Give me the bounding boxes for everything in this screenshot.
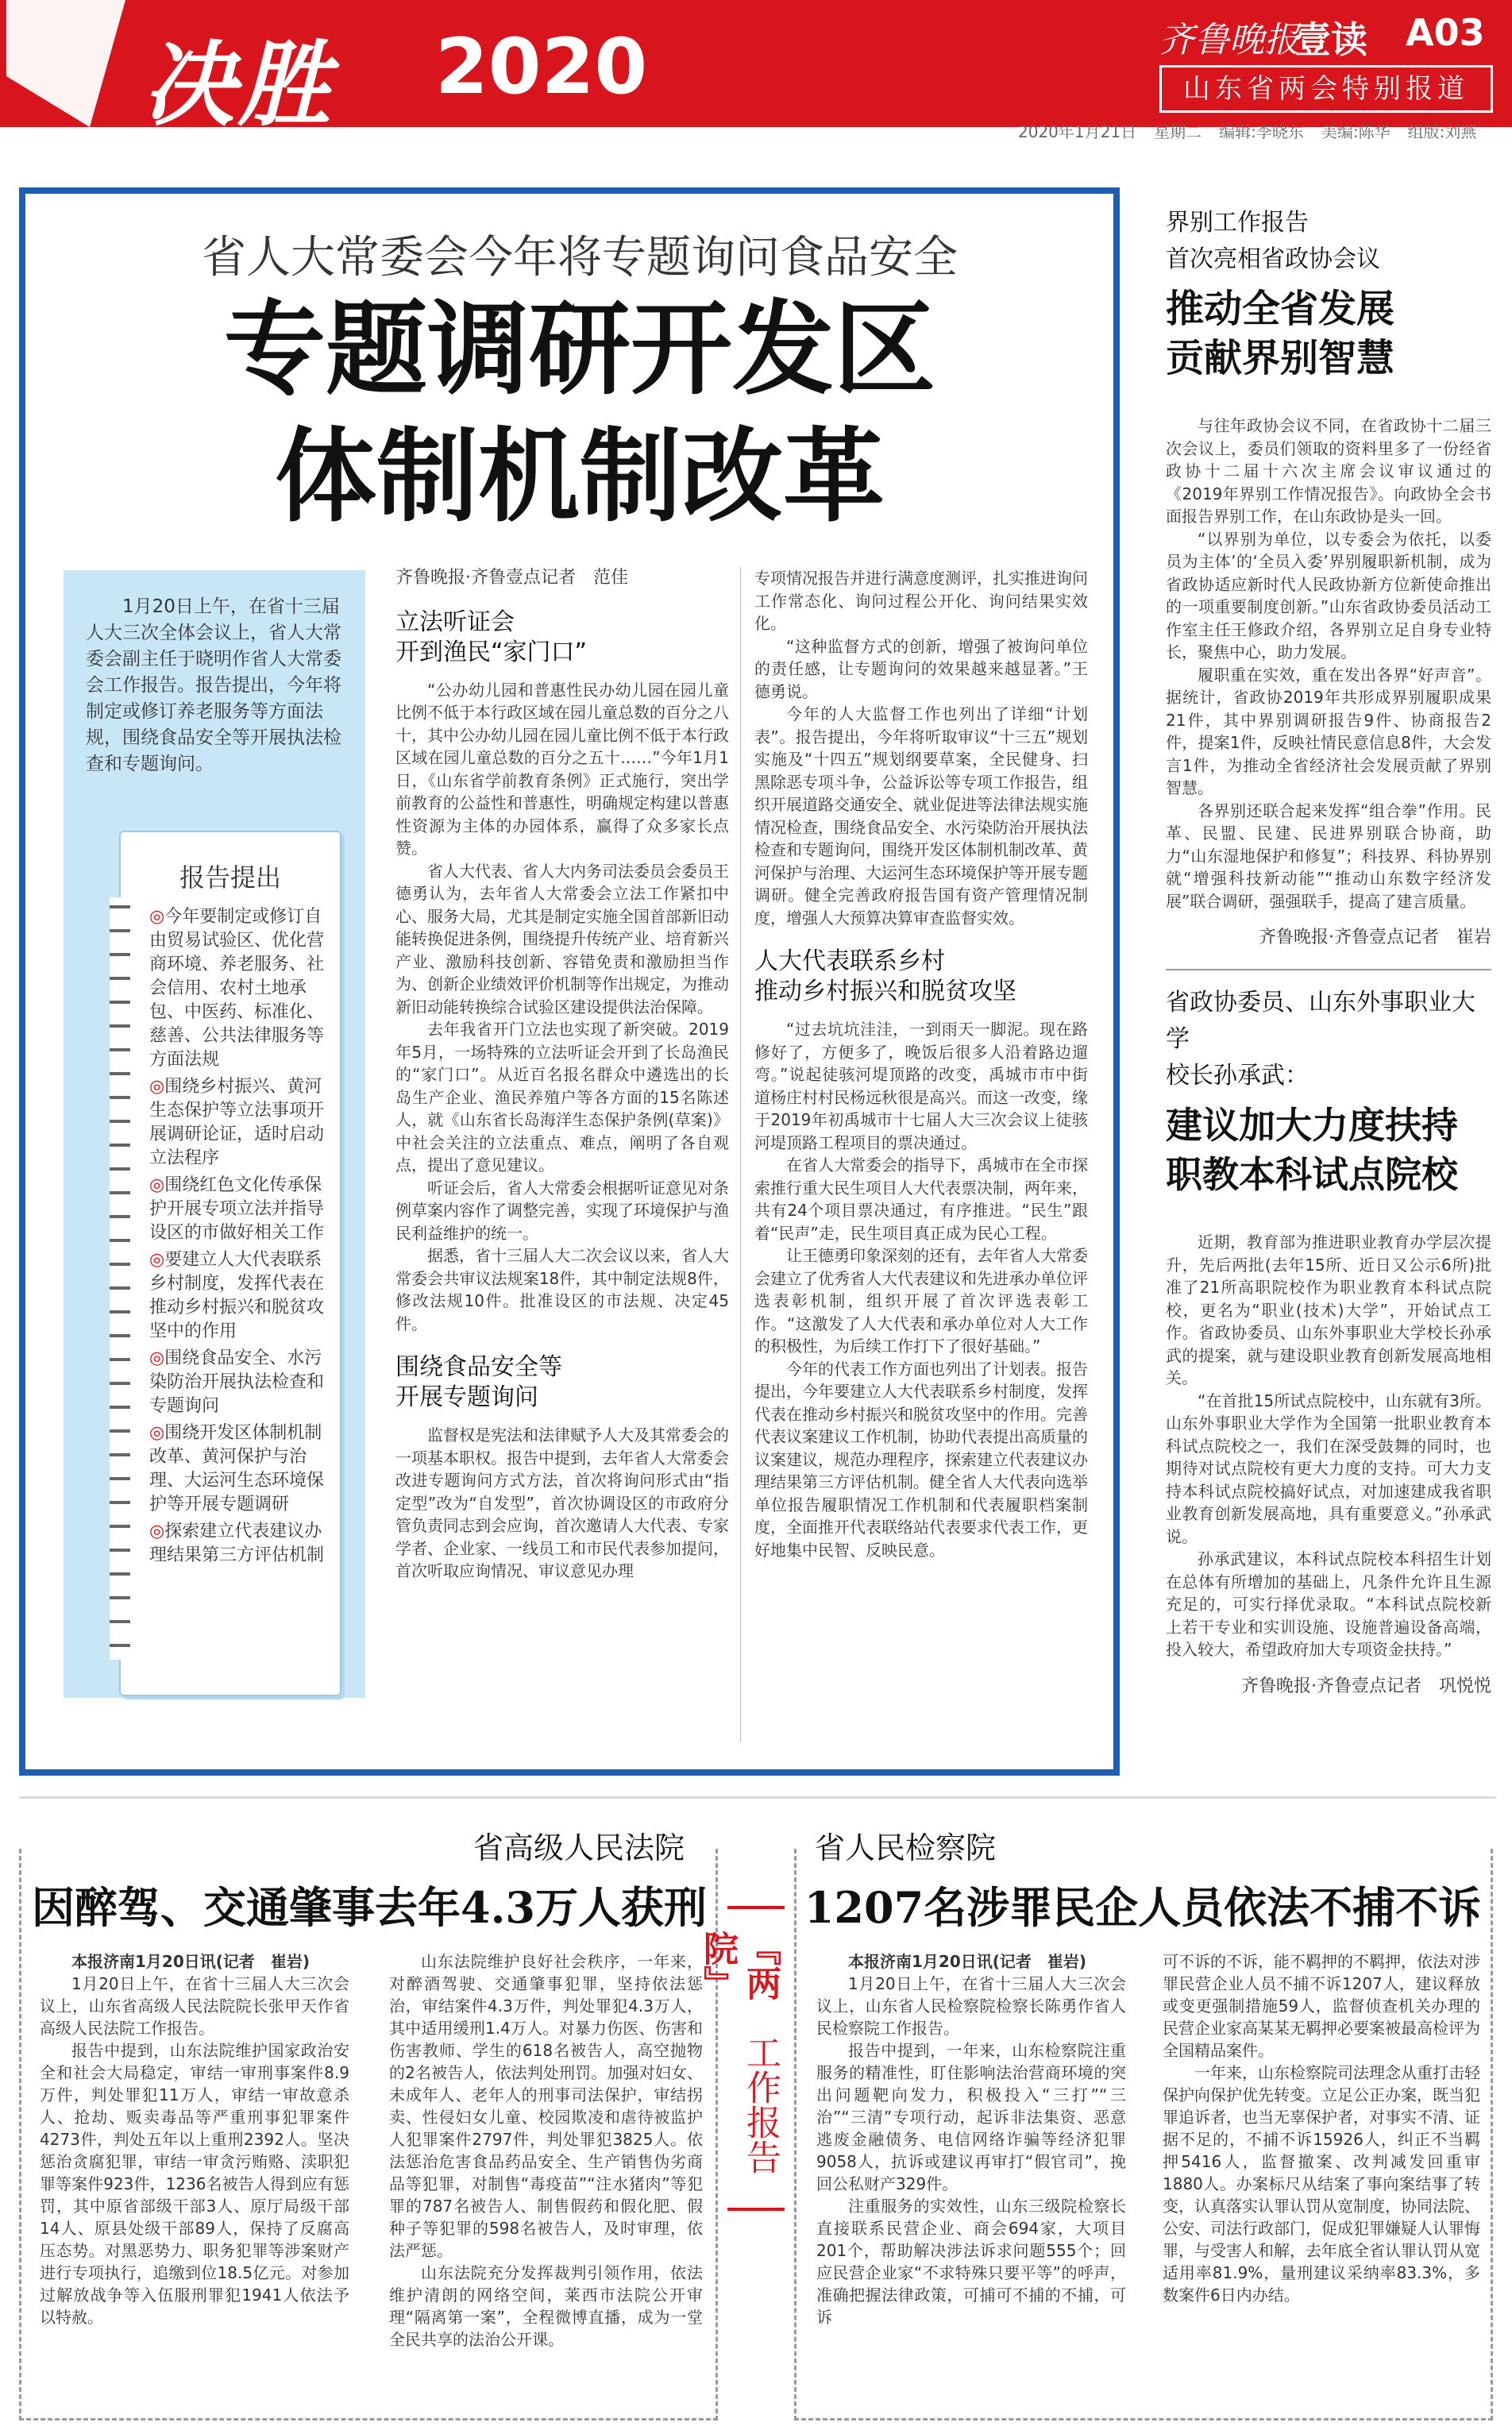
newspaper-brand: 齐鲁晚报	[1159, 20, 1299, 60]
badge-work-report: 工作报告	[740, 2035, 781, 2174]
list-item: ◎ 要建立人大代表联系乡村制度，发挥代表在推动乡村振兴和脱贫攻坚中的作用	[149, 1248, 328, 1344]
paragraph: 让王德勇印象深刻的还有，去年省人大常委会建立了优秀省人大代表建议和先进承办单位评选表彰机制，组织开展了首次评选表彰工作。“这激发了人大代表和承办单位对人大工作的积极性，为后续工作打下了很好基础。”	[754, 1246, 1088, 1356]
issue-weekday: 星期二	[1154, 122, 1202, 141]
paragraph: “在首批15所试点院校中，山东就有3所。山东外事职业大学作为全国第一批职业教育本科试点院校之一，我们在深受鼓舞的同时，也期待对试点院校有更大力度的支持。可大力支持本科试点院校搞好试点，对加速建成我省职业教育创新发展高地，具有重要意义。”孙承武说。	[1166, 1391, 1491, 1546]
subhead-village-link: 人大代表联系乡村 推动乡村振兴和脱贫攻坚	[754, 947, 1016, 1005]
issue-date: 2020年1月21日	[1018, 122, 1137, 141]
notepad-rings	[110, 897, 130, 1660]
procuratorate-section-tag: 省人民检察院	[802, 1823, 1009, 1867]
badge-rule-top	[727, 1906, 785, 1909]
headline-line-1: 专题调研开发区	[223, 290, 935, 409]
sidebar-headline: 建议加大力度扶持 职教本科试点院校	[1166, 1104, 1458, 1196]
paragraph: 听证会后，省人大常委会根据听证意见对条例草案内容作了调整完善，实现了环境保护与渔民利益维护的统一。	[395, 1178, 729, 1243]
paragraph: 专项情况报告并进行满意度测评，扎实推进询问工作常态化、询问过程公开化、询问结果实效化。	[754, 569, 1088, 633]
paragraph: 孙承武建议，本科试点院校本科招生计划在总体有所增加的基础上，凡条件允许且生源充足的，可实行择优录取。“本科试点院校新上若干专业和实训设施、设施普遍设备高端，投入较大，希望政府加大专项资金扶持。”	[1166, 1549, 1491, 1659]
paragraph: 履职重在实效，重在发出各界“好声音”。据统计，省政协2019年共形成界别履职成果21件，其中界别调研报告9件、协商报告2件，提案1件，反映社情民意信息8件，大会发言1件，为推动全省经济社会发展贡献了界别智慧。	[1166, 665, 1491, 797]
sidebar-kicker: 界别工作报告	[1166, 209, 1309, 237]
court-section-tag: 省高级人民法院	[461, 1823, 697, 1867]
edition-label: 壹读	[1294, 18, 1367, 61]
list-item: ◎ 围绕食品安全、水污染防治开展执法检查和专题询问	[149, 1347, 328, 1418]
paragraph: “公办幼儿园和普惠性民办幼儿园在园儿童比例不低于本行政区域在园儿童总数的百分之八十，其中公办幼儿园在园儿童比例不低于本行政区域在园儿童总数的百分之五十……”今年1月1日，《山东省学前教育条例》正式施行，突出学前教育的公益性和普惠性，明确规定构建以普惠性资源为主体的办园体系，赢得了众多家长点赞。	[395, 680, 729, 858]
paragraph: 今年的代表工作方面也列出了计划表。报告提出，今年要建立人大代表联系乡村制度，发挥代表在推动乡村振兴和脱贫攻坚中的作用。完善代表议案建议工作机制，协助代表提出高质量的议案建议，规范办理程序，探索建立代表建议办理结果第三方评估机制。健全省人大代表向选举单位报告履职情况工作机制和代表履职档案制度，全面推开代表联络站代表要求代表工作，更好地集中民智、反映民意。	[754, 1359, 1088, 1560]
paragraph: 去年我省开门立法也实现了新突破。2019年5月，一场特殊的立法听证会开到了长岛渔民的“家门口”。从近百名报名群众中遴选出的长岛生产企业、渔民养殖户等各方面的15名陈述人，就《山东省长岛海洋生态保护条例(草案)》中社会关注的立法重点、难点，阐明了各自观点，提出了意见建议。	[395, 1020, 729, 1175]
paragraph: 与往年政协会议不同，在省政协十二届三次会议上，委员们领取的资料里多了一份经省政协十二届十六次主席会议审议通过的《2019年界别工作情况报告》。向政协全会书面报告界别工作，在山东政协是头一回。	[1166, 416, 1491, 526]
sidebar-column	[1166, 205, 1491, 1718]
badge-two-courts: 『两院』	[697, 1931, 781, 2000]
paragraph: 注重服务的实效性，山东三级院检察长直接联系民营企业、商会694家，大项目201个，帮助解决涉法诉求问题555个；回应民营企业家“不求特殊只要平等”的呼声，准确把握法律政策，可捕可不捕的不捕，可诉	[816, 2197, 1126, 2327]
subhead-food-safety: 围绕食品安全等 开展专题询问	[395, 1353, 562, 1411]
article-column-1	[395, 567, 729, 1583]
court-dateline: 本报济南1月20日讯(记者 崔岩)	[71, 1952, 310, 1971]
sidebar-kicker: 首次亮相省政协会议	[1166, 245, 1380, 273]
paragraph: 报告中提到，山东法院维护国家政治安全和社会大局稳定，审结一审刑事案件8.9万件，判处罪犯11万人，审结一审故意杀人、抢劫、贩卖毒品等严重刑事犯罪案件4273件，判处五年以上重刑2392人。坚决惩治贪腐犯罪，审结一审贪污贿赂、渎职犯罪等案件923件，1236名被告人得到应有惩罚，其中原省部级干部3人、原厅局级干部14人、原县处级干部89人，保持了反腐高压态势。对黑恶势力、职务犯罪等涉案财产进行专项执行，追缴到位18.5亿元。对参加过解放战争等入伍服刑罪犯1941人依法予以特赦。	[40, 2041, 349, 2327]
paragraph: 监督权是宪法和法律赋予人大及其常委会的一项基本职权。报告中提到，去年省人大常委会改进专题询问方式方法，首次将询问形式由“指定型”改为“自发型”，首次协调设区的市政府分管负责同志到会应询，首次邀请人大代表、专家学者、企业家、一线员工和市民代表参加提问，首次听取应询情况、审议意见办理	[395, 1425, 729, 1580]
special-report-banner: 山东省两会特别报道	[1159, 65, 1493, 113]
court-column-2	[389, 1950, 703, 2351]
list-item: ◎ 探索建立代表建议办理结果第三方评估机制	[149, 1520, 328, 1568]
sidebar-kicker: 省政协委员、山东外事职业大学	[1166, 989, 1475, 1053]
procuratorate-column-1	[816, 1950, 1126, 2328]
sidebar-kicker: 校长孙承武：	[1166, 1062, 1309, 1090]
article-headline	[64, 286, 1096, 540]
paragraph: 山东法院维护良好社会秩序，一年来，对醉酒驾驶、交通肇事犯罪，坚持依法惩治，审结案件4.3万件，判处罪犯4.3万人，其中适用缓刑1.4万人。对暴力伤医、伤害和伤害教师、学生的618名被告人，高空抛物的2名被告人，依法判处刑罚。加强对妇女、未成年人、老年人的刑事司法保护，审结拐卖、性侵妇女儿童、校园欺凌和虐待被监护人犯罪案件2797件，判处罪犯3825人。依法惩治危害食品药品安全、生产销售伪劣商品等犯罪，对制售“毒疫苗”“注水猪肉”等犯罪的787名被告人、制售假药和假化肥、假种子等犯罪的598名被告人，及时审理，依法严惩。	[389, 1952, 703, 2260]
list-item: ◎ 今年要制定或修订自由贸易试验区、优化营商环境、养老服务、社会信用、农村土地承包、中医药、标准化、慈善、公共法律服务等方面法规	[149, 905, 328, 1072]
page-number: A03	[1406, 11, 1485, 54]
paragraph: 一年来，山东检察院司法理念从重打击轻保护向保护优先转变。立足公正办案，既当犯罪追诉者，也当无辜保护者，对事实不清、证据不足的，不捕不诉15926人，纠正不当羁押5416人，监督撤案、改判减发回重审1880人。办案标尺从结案了事向案结事了转变，认真落实认罪认罚从宽制度，协同法院、公安、司法行政部门，促成犯罪嫌疑人认罪悔罪，与受害人和解，去年底全省认罪认罚从宽适用率81.9%，量刑建议采纳率83.3%，多数案件6日内办结。	[1163, 2063, 1480, 2305]
subhead-hearing: 立法听证会 开到渔民“家门口”	[395, 608, 588, 666]
paragraph: 近期，教育部为推进职业教育办学层次提升，先后两批(去年15所、近日又公示6所)批准了21所高职院校作为职业教育本科试点院校，更名为“职业(技术)大学”，开始试点工作。省政协委员、山东外事职业大学校长孙承武的提案，就与建设职业教育创新发展高地相关。	[1166, 1232, 1491, 1387]
paragraph: 据悉，省十三届人大二次会议以来，省人大常委会共审议法规案18件，其中制定法规8件，修改法规10件。批准设区的市法规、决定45件。	[395, 1246, 729, 1333]
badge-rule-bottom	[727, 2208, 785, 2211]
paragraph: 今年的人大监督工作也列出了详细“计划表”。报告提出，今年将听取审议“十三五”规划实施及“十四五”规划纲要草案，全民健身、扫黑除恶专项斗争，公益诉讼等专项工作报告，组织开展道路交通安全、就业促进等法律法规实施情况检查，围绕食品安全、水污染防治开展执法检查和专题询问，围绕开发区体制机制改革、黄河保护与治理、大运河生态环境保护等开展专题调研。健全完善政府报告国有资产管理情况制度，增强人大预算决算审查监督实效。	[754, 704, 1088, 928]
sidebar-headline: 推动全省发展 贡献界别智慧	[1166, 287, 1395, 380]
procuratorate-column-2	[1163, 1950, 1480, 2306]
article-kicker: 省人大常委会今年将专题询问食品安全	[202, 232, 958, 284]
section-divider	[19, 1796, 1496, 1799]
layout-credit: 组版:刘燕	[1407, 122, 1477, 141]
paragraph: 省人大代表、省人大内务司法委员会委员王德勇认为，去年省人大常委会立法工作紧扣中心、服务大局，尤其是制定实施全国首部新旧动能转换促进条例，围绕提升传统产业、培育新兴产业、激励科技创新、容错免责和激励担当作为、创新企业绩效评价机制等作出规定，为推动新旧动能转换综合试验区建设提供法治保障。	[395, 861, 729, 1016]
sidebar-divider	[1166, 969, 1491, 970]
article-byline: 齐鲁晚报·齐鲁壹点记者 范佳	[395, 568, 628, 588]
paragraph: 山东法院充分发挥裁判引领作用，依法维护清朗的网络空间，莱西市法院公开审理“隔离第一案”，全程微博直播，成为一堂全民共享的法治公开课。	[389, 2263, 703, 2349]
designer-credit: 美编:陈华	[1321, 122, 1390, 141]
procuratorate-headline: 1207名涉罪民企人员依法不捕不诉	[804, 1882, 1482, 1933]
logo-text: 决胜	[143, 31, 334, 139]
article-lead: 1月20日上午，在省十三届人大三次全体会议上，省人大常委会副主任于晓明作省人大常委会工作报告。报告提出，今年将制定或修订养老服务等方面法规，围绕食品安全等开展执法检查和专题询问。	[86, 596, 341, 774]
article-column-2	[754, 567, 1088, 1561]
paragraph: “以界别为单位，以专委会为依托，以委员为主体’的‘全员入委’界别履职新机制，成为省政协适应新时代人民政协新方位新使命推出的一项重要制度创新。”山东省政协委员活动工作室主任王修政介绍，各界别立足自身专业特长，聚焦中心，助力发展。	[1166, 529, 1491, 662]
paragraph: 1月20日上午，在省十三届人大三次会议上，山东省高级人民法院院长张甲天作省高级人民法院工作报告。	[40, 1974, 349, 2038]
column-divider	[740, 567, 741, 1742]
editor-credit: 编辑:李晓东	[1219, 122, 1304, 141]
paragraph: 在省人大常委会的指导下，禹城市在全市探索推行重大民生项目人大代表票决制，两年来，共有24个项目票决通过，有序推进。“民生”跟着“民声”走，民生项目真正成为民心工程。	[754, 1155, 1088, 1243]
list-item: ◎ 围绕红色文化传承保护开展专项立法并指导设区的市做好相关工作	[149, 1174, 328, 1245]
procuratorate-dateline: 本报济南1月20日讯(记者 崔岩)	[848, 1952, 1087, 1971]
reporter-credit: 齐鲁晚报·齐鲁壹点记者 巩悦悦	[1241, 1676, 1491, 1696]
paragraph: 各界别还联合起来发挥“组合拳”作用。民革、民盟、民建、民进界别联合协商，助力“山东湿地保护和修复”；科技界、科协界别就“增强科技新动能”“推动山东数字经济发展”联合调研，强强联手，提高了建言质量。	[1166, 800, 1491, 911]
list-item: ◎ 围绕乡村振兴、黄河生态保护等立法事项开展调研论证，适时启动立法程序	[149, 1075, 328, 1171]
paragraph: 1月20日上午，在省十三届人大三次会议上，山东省人民检察院检察长陈勇作省人民检察院工作报告。	[816, 1974, 1126, 2038]
dateline	[1001, 119, 1476, 142]
paragraph: 可不诉的不诉，能不羁押的不羁押，依法对涉罪民营企业人员不捕不诉1207人，建议释放或变更强制措施59人，监督侦查机关办理的民营企业家高某某无羁押必要案被最高检评为全国精品案件。	[1163, 1952, 1480, 2060]
list-item: ◎ 围绕开发区体制机制改革、黄河保护与治理、大运河生态环境保护等开展专题调研	[149, 1421, 328, 1517]
logo-year: 2020	[435, 22, 648, 111]
paragraph: 报告中提到，一年来，山东检察院注重服务的精准性，盯住影响法治营商环境的突出问题靶向发力，积极投入“三打”“三治”“三清”专项行动，起诉非法集资、恶意逃废金融债务、电信网络诈骗等经济犯罪9058人，抗诉或建议再审打“假官司”，挽回公私财产329件。	[816, 2041, 1126, 2193]
court-column-1	[40, 1950, 349, 2328]
court-headline: 因醉驾、交通肇事去年4.3万人获刑	[32, 1882, 707, 1933]
reporter-credit: 齐鲁晚报·齐鲁壹点记者 崔岩	[1259, 928, 1491, 947]
report-points-list	[149, 905, 328, 1571]
paragraph: “过去坑坑洼洼，一到雨天一脚泥。现在路修好了，方便多了，晚饭后很多人沿着路边遛弯。”说起徒骇河堤顶路的改变，禹城市市中街道杨庄村村民杨远秋很是高兴。而这一改变，缘于2019年初禹城市十七届人大三次会议上徒骇河堤顶路工程项目的票决通过。	[754, 1020, 1088, 1152]
paragraph: “这种监督方式的创新，增强了被询问单位的责任感，让专题询问的效果越来越显著。”王德勇说。	[754, 636, 1088, 701]
headline-line-2: 体制机制改革	[274, 417, 885, 536]
report-box-title: 报告提出	[179, 862, 281, 893]
